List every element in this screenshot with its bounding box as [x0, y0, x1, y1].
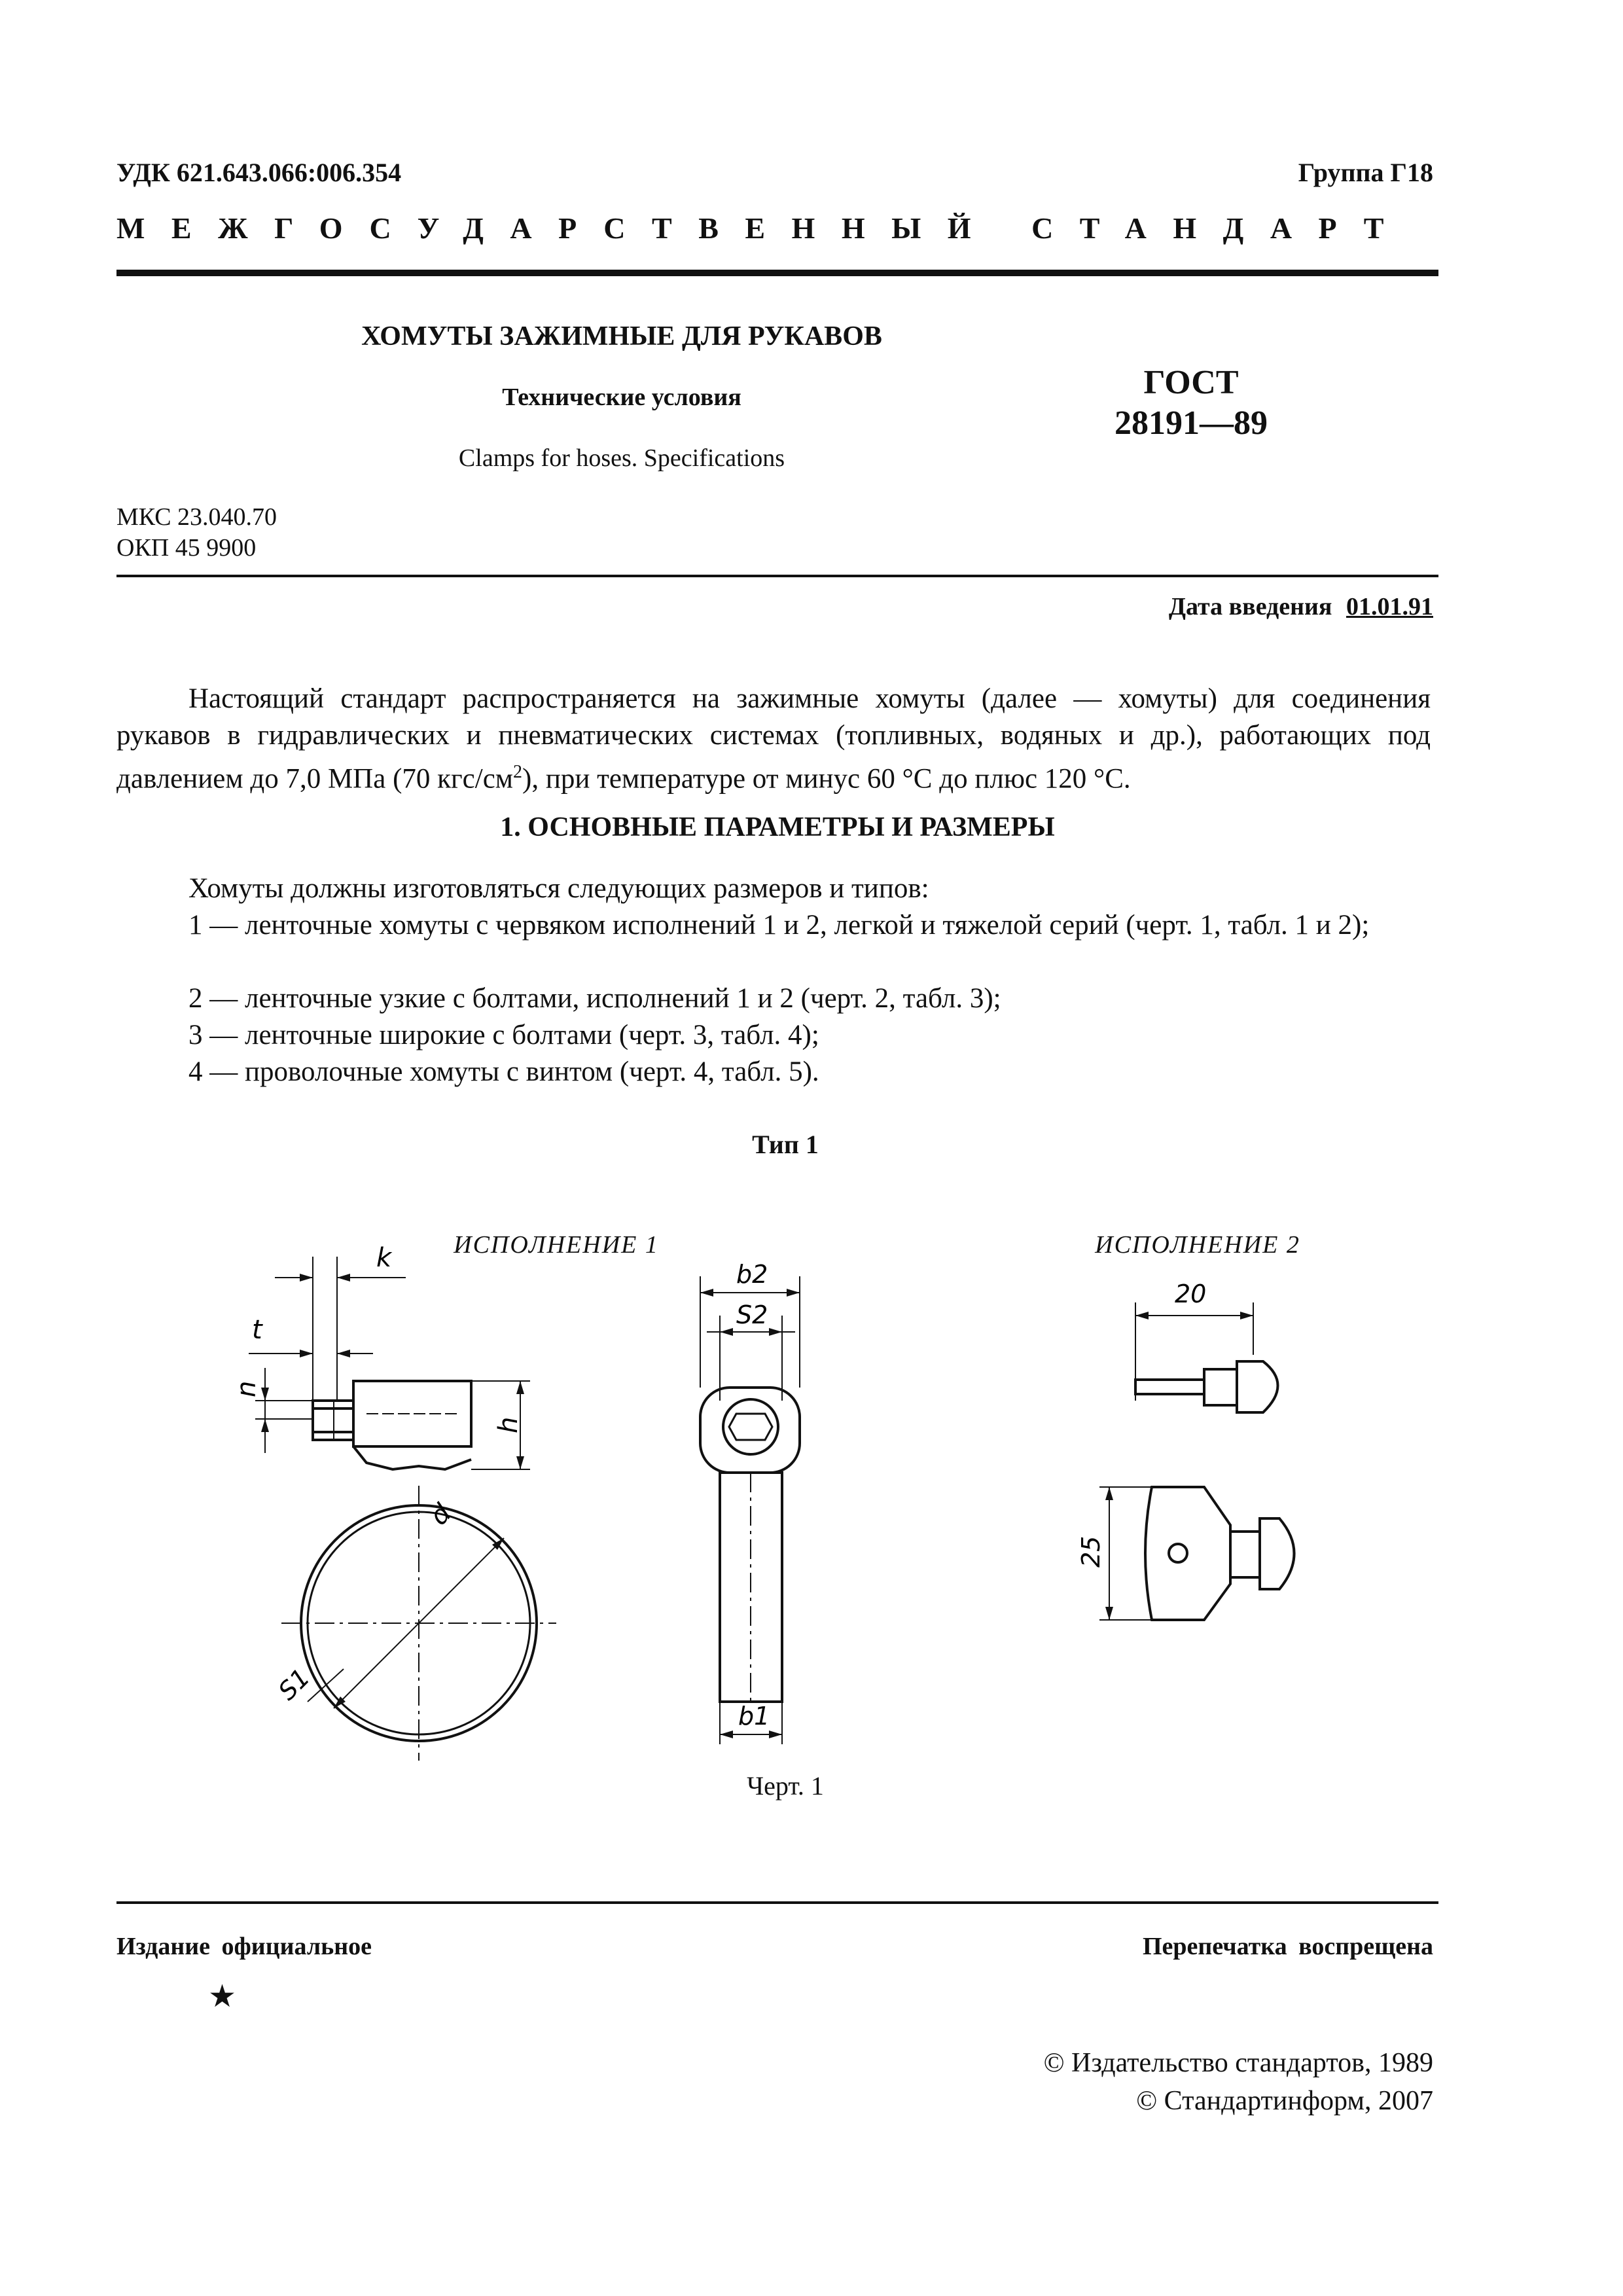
standard-banner: МЕЖГОСУДАРСТВЕННЫЙ СТАНДАРТ — [116, 211, 1410, 245]
dim-20: 20 — [1175, 1280, 1207, 1308]
udk-code: УДК 621.643.066:006.354 — [116, 158, 402, 187]
variant-1-label: ИСПОЛНЕНИЕ 1 — [454, 1231, 659, 1259]
figure-caption: Черт. 1 — [747, 1771, 824, 1801]
list-item-4: 4 — проволочные хомуты с винтом (черт. 4, табл. 5). — [188, 1056, 819, 1087]
document-title: ХОМУТЫ ЗАЖИМНЫЕ ДЛЯ РУКАВОВ — [361, 321, 882, 351]
dim-t: t — [252, 1315, 262, 1345]
dim-25: 25 — [1077, 1535, 1105, 1568]
list-item-2: 2 — ленточные узкие с болтами, исполнений 1 и 2 (черт. 2, табл. 3); — [188, 983, 1001, 1014]
reprint-notice: Перепечатка воспрещена — [1142, 1933, 1433, 1960]
gost-number: 28191—89 — [1115, 404, 1268, 442]
group-code: Группа Г18 — [1298, 158, 1433, 187]
dim-n: n — [232, 1380, 262, 1397]
dim-b1: b1 — [738, 1702, 770, 1731]
intro-text-1: Настоящий стандарт распространяется на зажимные хомуты (далее — хомуты) для соединения рукавов в гидравлических и пневматических системах (топливных, водяных и др.), работающих под давлением до 7,0 МПа (70 кгс/см — [116, 683, 1431, 795]
copyright-1: © Издательство стандартов, 1989 — [1043, 2048, 1433, 2078]
dim-s2: S2 — [736, 1300, 768, 1329]
okp-code: ОКП 45 9900 — [116, 534, 257, 562]
footer-rule — [116, 1901, 1438, 1904]
list-item-1: 1 — ленточные хомуты с червяком исполнений 1 и 2, легкой и тяжелой серий (черт. 1, табл. 1 и 2); — [188, 910, 1370, 941]
dim-d: d — [424, 1498, 457, 1532]
dim-b2: b2 — [736, 1260, 768, 1289]
variant-2-views — [1099, 1302, 1294, 1620]
intro-date-label: Дата введения — [1168, 593, 1332, 620]
section-lead: Хомуты должны изготовляться следующих размеров и типов: — [188, 873, 929, 904]
variant-2-label: ИСПОЛНЕНИЕ 2 — [1095, 1231, 1300, 1259]
dim-k: k — [376, 1243, 392, 1273]
intro-text-sup: 2 — [513, 762, 522, 782]
dim-s1: S1 — [272, 1662, 315, 1706]
dim-h: h — [493, 1416, 524, 1433]
english-title: Clamps for hoses. Specifications — [458, 444, 785, 472]
list-item-3: 3 — ленточные широкие с болтами (черт. 3, табл. 4); — [188, 1020, 819, 1050]
clamp-side-view — [700, 1276, 800, 1744]
intro-date-value: 01.01.91 — [1346, 593, 1433, 620]
type-label: Тип 1 — [752, 1130, 819, 1159]
section-heading: 1. ОСНОВНЫЕ ПАРАМЕТРЫ И РАЗМЕРЫ — [500, 812, 1055, 842]
copyright-2: © Стандартинформ, 2007 — [1136, 2086, 1433, 2116]
star-mark: ★ — [208, 1979, 237, 2014]
mks-code: МКС 23.040.70 — [116, 503, 277, 531]
intro-text-2: ), при температуре от минус 60 °С до плюс 120 °С. — [522, 763, 1131, 795]
edition-label: Издание официальное — [116, 1933, 372, 1960]
document-subtitle: Технические условия — [502, 384, 741, 411]
gost-label: ГОСТ — [1143, 364, 1239, 401]
